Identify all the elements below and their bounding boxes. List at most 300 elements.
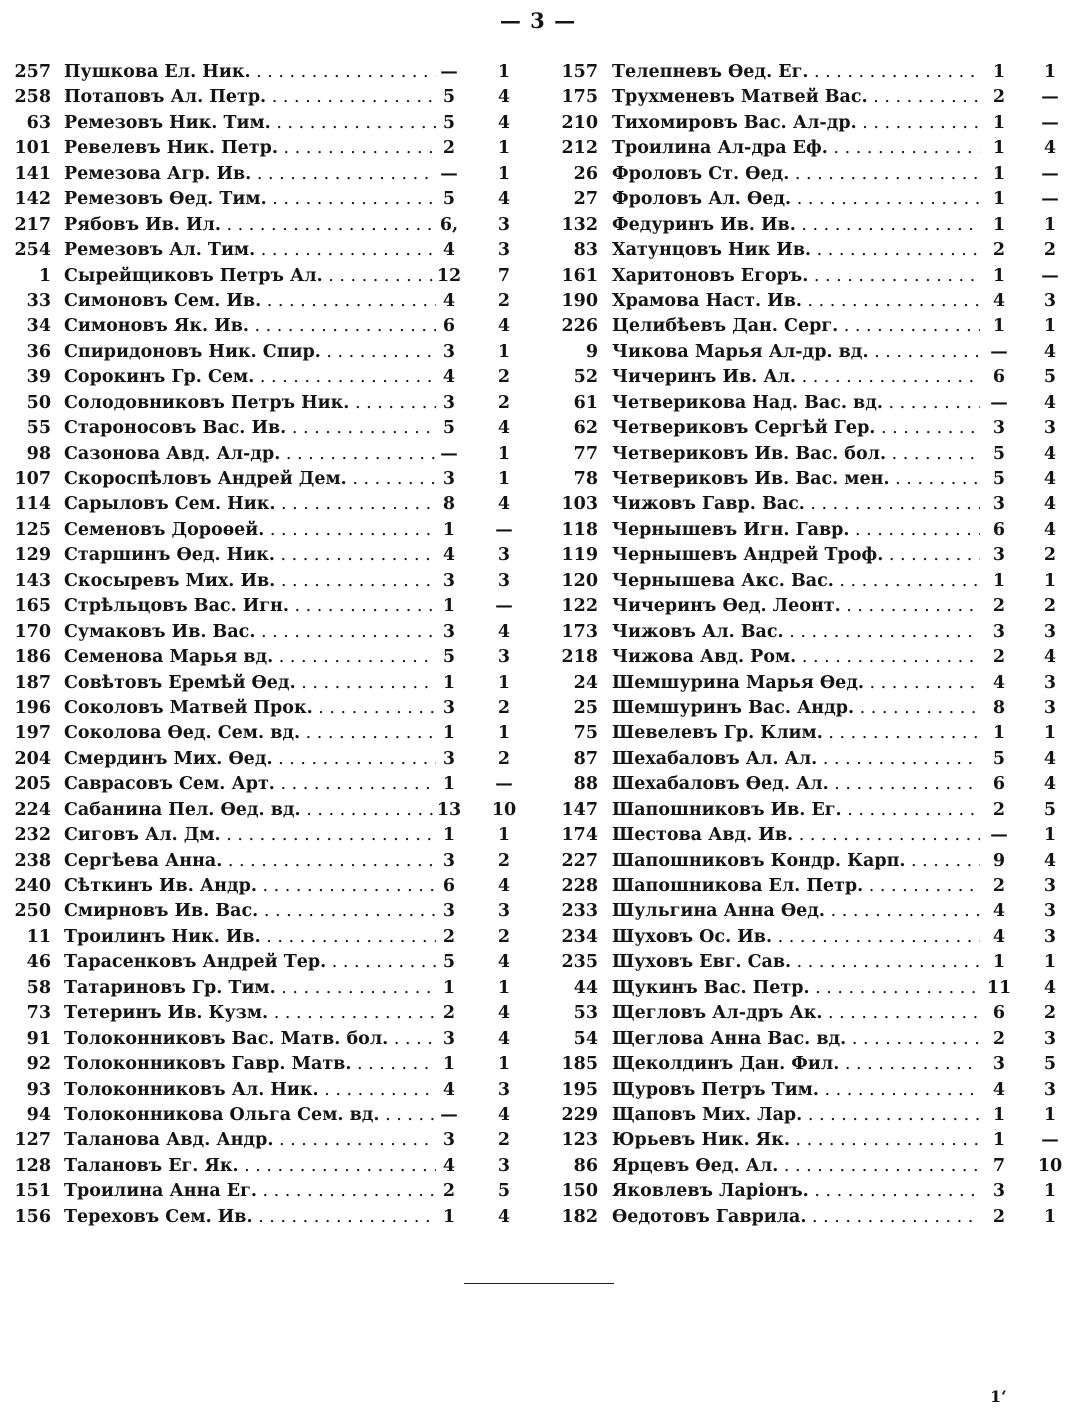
entry-value-second: 4 — [497, 1206, 511, 1227]
entry-value-second: 1 — [497, 138, 511, 159]
entry-name: Скороспѣловъ Андрей Дем. . . . — [64, 467, 436, 492]
entry-value-first: 1 — [992, 62, 1006, 82]
entry-value-second: 2 — [497, 367, 511, 388]
entry-value-first: 2 — [992, 876, 1006, 896]
entry-value-second: 3 — [1043, 926, 1057, 947]
entry-value-second: 3 — [497, 545, 511, 566]
entry-number: 235 — [561, 952, 598, 973]
entry-value-second: 3 — [1043, 901, 1057, 922]
entry-name: Яковлевъ Ларіонъ. . . . — [612, 1179, 980, 1204]
entry-number: 118 — [561, 519, 598, 540]
entry-value-second: 1 — [1043, 570, 1057, 591]
list-row — [4, 1205, 520, 1230]
entry-name: Шуховъ Ос. Ив. . . . — [612, 925, 980, 950]
entry-value-first: 7 — [992, 1155, 1006, 1176]
list-row — [4, 1154, 520, 1179]
entry-name: Сѣткинъ Ив. Андр. . . . — [64, 874, 436, 899]
entry-value-second: — — [495, 774, 513, 795]
entry-name: Потаповъ Ал. Петр. . . . — [64, 85, 436, 110]
list-row — [4, 925, 520, 950]
entry-name: Тереховъ Сем. Ив. . . . — [64, 1205, 436, 1230]
list-row — [4, 569, 520, 594]
entry-name: Шевелевъ Гр. Клим. . . . — [612, 721, 980, 746]
list-row — [552, 416, 1066, 441]
entry-value-second: 2 — [497, 926, 511, 947]
entry-value-first: 13 — [436, 799, 462, 820]
entry-number: 254 — [14, 240, 51, 261]
entry-number: 44 — [573, 977, 598, 998]
entry-value-second: 3 — [1043, 672, 1057, 693]
entry-value-second: 2 — [497, 748, 511, 769]
entry-number: 257 — [14, 62, 51, 82]
entry-number: 186 — [14, 647, 51, 668]
entry-name: Хатунцовъ Ник Ив. . . . — [612, 238, 980, 263]
entry-number: 128 — [14, 1155, 51, 1176]
list-row — [4, 671, 520, 696]
entry-name: Ревелевъ Ник. Петр. . . . — [64, 136, 436, 161]
entry-value-second: 4 — [497, 189, 511, 210]
entry-number: 195 — [561, 1079, 598, 1100]
entry-name: Татариновъ Гр. Тим. . . . — [64, 976, 436, 1001]
entry-name: Смердинъ Мих. Ѳед. . . . — [64, 747, 436, 772]
entry-name: Чернышевъ Игн. Гавр. . . . — [612, 518, 980, 543]
entry-name: Шехабаловъ Ал. Ал. . . . — [612, 747, 980, 772]
entry-name: Трухменевъ Матвей Вас. . . . — [612, 85, 980, 110]
list-row — [552, 442, 1066, 467]
list-row — [552, 543, 1066, 568]
entry-name: Чернышевъ Андрей Троф. . . . — [612, 543, 980, 568]
entry-value-first: 1 — [992, 952, 1006, 973]
entry-value-first: — — [440, 1104, 458, 1125]
entry-value-first: 6, — [439, 214, 459, 235]
entry-name: Семенова Марья вд. . . . — [64, 645, 436, 670]
entry-name: Щеколдинъ Дан. Фил. . . . — [612, 1052, 980, 1077]
entry-name: Харитоновъ Егоръ. . . . — [612, 264, 980, 289]
entry-number: 234 — [561, 926, 598, 947]
entry-name: Шульгина Анна Ѳед. . . . — [612, 899, 980, 924]
entry-number: 120 — [561, 570, 598, 591]
entry-number: 190 — [561, 290, 598, 311]
entry-value-first: 4 — [442, 290, 456, 311]
entry-number: 218 — [561, 647, 598, 668]
entry-name: Сабанина Пел. Ѳед. вд. . . . — [64, 798, 436, 823]
list-row — [4, 136, 520, 161]
entry-value-first: 3 — [442, 1028, 456, 1049]
entry-value-first: 4 — [992, 1079, 1006, 1100]
entry-value-second: 3 — [1043, 621, 1057, 642]
entry-value-second: 4 — [1043, 519, 1057, 540]
list-row — [552, 696, 1066, 721]
entry-value-first: 1 — [442, 672, 456, 693]
list-row — [4, 747, 520, 772]
entry-value-first: 12 — [436, 265, 462, 286]
list-row — [552, 1103, 1066, 1128]
entry-name: Соколова Ѳед. Сем. вд. . . . — [64, 721, 436, 746]
entry-number: 258 — [14, 87, 51, 108]
entry-value-second: 3 — [1043, 290, 1057, 311]
entry-value-second: 1 — [1043, 723, 1057, 744]
list-row — [552, 1179, 1066, 1204]
entry-value-second: — — [1041, 163, 1059, 184]
entry-value-first: 4 — [442, 240, 456, 261]
entry-name: Щаповъ Мих. Лар. . . . — [612, 1103, 980, 1128]
list-row — [4, 1179, 520, 1204]
list-row — [4, 111, 520, 136]
entry-name: Талановъ Ег. Як. . . . — [64, 1154, 436, 1179]
entry-value-second: 2 — [1043, 240, 1057, 261]
entry-number: 125 — [14, 519, 51, 540]
entry-value-second: 3 — [497, 647, 511, 668]
list-row — [552, 1154, 1066, 1179]
list-row — [4, 314, 520, 339]
entry-value-second: 1 — [497, 977, 511, 998]
list-row — [552, 1001, 1066, 1026]
entry-value-first: — — [990, 825, 1008, 846]
entry-value-second: 3 — [1043, 697, 1057, 718]
entry-name: Ремезовъ Ник. Тим. . . . — [64, 111, 436, 136]
list-row — [552, 721, 1066, 746]
entry-number: 161 — [561, 265, 598, 286]
list-row — [552, 289, 1066, 314]
entry-number: 156 — [14, 1206, 51, 1227]
entry-value-second: 4 — [497, 952, 511, 973]
list-row — [552, 518, 1066, 543]
entry-value-first: 2 — [442, 1181, 456, 1202]
entry-number: 1 — [38, 265, 51, 286]
entry-name: Ѳедотовъ Гаврила. . . . — [612, 1205, 980, 1230]
entry-value-first: 6 — [442, 876, 456, 896]
entry-name: Ремезовъ Ѳед. Тим. . . . — [64, 187, 436, 212]
entry-value-second: 2 — [1043, 545, 1057, 566]
entry-name: Юрьевъ Ник. Як. . . . — [612, 1128, 980, 1153]
entry-value-second: 1 — [1043, 1181, 1057, 1202]
entry-value-first: 1 — [992, 138, 1006, 159]
list-row — [4, 798, 520, 823]
list-row — [552, 162, 1066, 187]
list-row — [4, 772, 520, 797]
entry-value-first: — — [440, 163, 458, 184]
entry-name: Троилина Анна Ег. . . . — [64, 1179, 436, 1204]
entry-name: Фроловъ Ст. Ѳед. . . . — [612, 162, 980, 187]
entry-name: Тихомировъ Вас. Ал-др. . . . — [612, 111, 980, 136]
entry-value-first: 1 — [442, 596, 456, 617]
entry-value-second: 3 — [497, 901, 511, 922]
entry-value-first: 1 — [992, 163, 1006, 184]
entry-number: 196 — [14, 697, 51, 718]
list-row — [552, 569, 1066, 594]
entry-value-first: 5 — [992, 443, 1006, 464]
entry-name: Храмова Наст. Ив. . . . — [612, 289, 980, 314]
entry-name: Шестова Авд. Ив. . . . — [612, 823, 980, 848]
entry-number: 174 — [561, 825, 598, 846]
entry-name: Рябовъ Ив. Ил. . . . — [64, 213, 436, 238]
entry-value-second: 4 — [497, 494, 511, 515]
entry-number: 53 — [573, 1003, 598, 1024]
entry-value-second: 2 — [497, 290, 511, 311]
entry-number: 151 — [14, 1181, 51, 1202]
list-row — [552, 314, 1066, 339]
entry-name: Ремезовъ Ал. Тим. . . . — [64, 238, 436, 263]
entry-number: 127 — [14, 1130, 51, 1151]
entry-name: Федуринъ Ив. Ив. . . . — [612, 213, 980, 238]
list-row — [552, 950, 1066, 975]
list-row — [552, 671, 1066, 696]
entry-value-first: 4 — [442, 545, 456, 566]
entry-value-first: 6 — [442, 316, 456, 337]
entry-value-first: 2 — [442, 1003, 456, 1024]
entry-name: Ремезова Агр. Ив. . . . — [64, 162, 436, 187]
entry-value-first: 2 — [992, 87, 1006, 108]
entry-value-second: 1 — [1043, 316, 1057, 337]
list-row — [4, 874, 520, 899]
entry-value-second: 4 — [1043, 443, 1057, 464]
entry-value-first: 4 — [992, 901, 1006, 922]
entry-value-second: 1 — [497, 825, 511, 846]
entry-value-first: 2 — [442, 926, 456, 947]
entry-value-first: 3 — [442, 341, 456, 362]
entry-value-first: 4 — [442, 367, 456, 388]
entry-value-second: 1 — [1043, 62, 1057, 82]
entry-name: Семеновъ Дороѳей. . . . — [64, 518, 436, 543]
list-row — [4, 492, 520, 517]
entry-name: Сергѣева Анна. . . . — [64, 849, 436, 874]
entry-name: Сазонова Авд. Ал-др. . . . — [64, 442, 436, 467]
entry-number: 217 — [14, 214, 51, 235]
list-row — [4, 1027, 520, 1052]
entry-number: 9 — [585, 341, 598, 362]
entry-value-first: 2 — [992, 240, 1006, 261]
list-row — [552, 1027, 1066, 1052]
entry-value-first: 2 — [992, 596, 1006, 617]
entry-value-first: 1 — [992, 570, 1006, 591]
list-row — [552, 213, 1066, 238]
list-row — [552, 187, 1066, 212]
list-row — [4, 849, 520, 874]
list-row — [552, 60, 1066, 85]
entry-number: 173 — [561, 621, 598, 642]
entry-number: 165 — [14, 596, 51, 617]
entry-value-first: 2 — [992, 1206, 1006, 1227]
entry-value-first: 4 — [442, 1079, 456, 1100]
entry-value-first: 3 — [992, 1181, 1006, 1202]
list-row — [4, 518, 520, 543]
entry-value-first: 5 — [442, 952, 456, 973]
entry-number: 226 — [561, 316, 598, 337]
list-row — [552, 1205, 1066, 1230]
entry-value-first: 3 — [442, 1130, 456, 1151]
entry-number: 122 — [561, 596, 598, 617]
entry-value-first: 8 — [442, 494, 456, 515]
entry-value-second: 1 — [1043, 1104, 1057, 1125]
entry-value-first: 4 — [992, 672, 1006, 693]
entry-number: 229 — [561, 1104, 598, 1125]
entry-number: 210 — [561, 112, 598, 133]
left-column — [4, 60, 520, 1230]
entry-value-second: 4 — [497, 316, 511, 337]
entry-value-first: 1 — [442, 1054, 456, 1075]
list-row — [4, 340, 520, 365]
list-row — [552, 899, 1066, 924]
list-row — [4, 238, 520, 263]
list-row — [552, 1078, 1066, 1103]
entry-value-first: 6 — [992, 1003, 1006, 1024]
entry-value-second: 2 — [497, 1130, 511, 1151]
entry-number: 87 — [573, 748, 598, 769]
entry-value-second: 2 — [1043, 596, 1057, 617]
entry-number: 228 — [561, 876, 598, 896]
entry-name: Симоновъ Як. Ив. . . . — [64, 314, 436, 339]
entry-value-second: 3 — [1043, 876, 1057, 896]
entry-number: 142 — [14, 189, 51, 210]
entry-number: 11 — [26, 926, 51, 947]
list-row — [552, 85, 1066, 110]
entry-name: Чичеринъ Ив. Ал. . . . — [612, 365, 980, 390]
entry-value-first: 4 — [442, 1155, 456, 1176]
entry-value-first: 3 — [992, 621, 1006, 642]
list-row — [4, 721, 520, 746]
entry-value-second: 1 — [497, 163, 511, 184]
entry-number: 36 — [26, 341, 51, 362]
entry-name: Шуховъ Евг. Сав. . . . — [612, 950, 980, 975]
entry-name: Четвериковъ Ив. Вас. мен. . . . — [612, 467, 980, 492]
page-number: — 3 — — [499, 8, 577, 33]
entry-value-first: 1 — [992, 214, 1006, 235]
entry-number: 91 — [26, 1028, 51, 1049]
entry-value-first: 4 — [992, 290, 1006, 311]
entry-number: 238 — [14, 850, 51, 871]
entry-number: 197 — [14, 723, 51, 744]
list-row — [4, 823, 520, 848]
entry-value-first: 2 — [992, 1028, 1006, 1049]
entry-value-first: 6 — [992, 774, 1006, 795]
entry-number: 175 — [561, 87, 598, 108]
list-row — [4, 467, 520, 492]
entry-name: Толоконникова Ольга Сем. вд. . . . — [64, 1103, 436, 1128]
entry-name: Сумаковъ Ив. Вас. . . . — [64, 620, 436, 645]
entry-name: Пушкова Ел. Ник. . . . — [64, 60, 436, 85]
entry-name: Телепневъ Ѳед. Ег. . . . — [612, 60, 980, 85]
entry-value-second: 4 — [1043, 494, 1057, 515]
entry-value-second: — — [1041, 112, 1059, 133]
entry-value-first: 5 — [992, 469, 1006, 489]
entry-number: 94 — [26, 1104, 51, 1125]
entry-name: Чикова Марья Ал-др. вд. . . . — [612, 340, 980, 365]
entry-value-first: 1 — [442, 1206, 456, 1227]
list-row — [4, 442, 520, 467]
list-row — [552, 1128, 1066, 1153]
entry-name: Щеглова Анна Вас. вд. . . . — [612, 1027, 980, 1052]
entry-number: 78 — [573, 469, 598, 489]
entry-name: Четверикова Над. Вас. вд. . . . — [612, 391, 980, 416]
entry-name: Саврасовъ Сем. Арт. . . . — [64, 772, 436, 797]
list-row — [4, 60, 520, 85]
entry-value-second: 4 — [1043, 748, 1057, 769]
entry-name: Толоконниковъ Ал. Ник. . . . — [64, 1078, 436, 1103]
list-row — [4, 391, 520, 416]
entry-value-first: 3 — [992, 494, 1006, 515]
entry-number: 123 — [561, 1130, 598, 1151]
entry-name: Шапошниковъ Ив. Ег. . . . — [612, 798, 980, 823]
entry-name: Троилина Ал-дра Еф. . . . — [612, 136, 980, 161]
entry-number: 52 — [573, 367, 598, 388]
entry-value-first: 1 — [992, 316, 1006, 337]
entry-name: Толоконниковъ Гавр. Матв. . . . — [64, 1052, 436, 1077]
entry-value-first: 1 — [992, 189, 1006, 210]
entry-value-second: — — [495, 596, 513, 617]
entry-value-second: 3 — [497, 570, 511, 591]
list-row — [4, 1103, 520, 1128]
entry-value-first: 3 — [442, 570, 456, 591]
entry-number: 83 — [573, 240, 598, 261]
entry-number: 143 — [14, 570, 51, 591]
entry-number: 212 — [561, 138, 598, 159]
entry-name: Тетеринъ Ив. Кузм. . . . — [64, 1001, 436, 1026]
entry-number: 205 — [14, 774, 51, 795]
entry-number: 132 — [561, 214, 598, 235]
entry-number: 103 — [561, 494, 598, 515]
list-row — [552, 136, 1066, 161]
entry-name: Сырейщиковъ Петръ Ал. . . . — [64, 264, 436, 289]
entry-value-first: 3 — [442, 697, 456, 718]
footer-mark: 1ʻ — [990, 1387, 1007, 1406]
entry-value-first: — — [440, 443, 458, 464]
entry-value-second: 1 — [497, 672, 511, 693]
entry-value-first: 1 — [992, 1130, 1006, 1151]
entry-number: 119 — [561, 545, 598, 566]
entry-name: Спиридоновъ Ник. Спир. . . . — [64, 340, 436, 365]
entry-number: 185 — [561, 1054, 598, 1075]
list-row — [552, 849, 1066, 874]
entry-value-second: 4 — [497, 876, 511, 896]
entry-name: Целибѣевъ Дан. Серг. . . . — [612, 314, 980, 339]
entry-name: Старшинъ Ѳед. Ник. . . . — [64, 543, 436, 568]
entry-number: 34 — [26, 316, 51, 337]
entry-value-first: 3 — [442, 621, 456, 642]
entry-name: Щегловъ Ал-дръ Ак. . . . — [612, 1001, 980, 1026]
list-row — [552, 391, 1066, 416]
list-row — [552, 1052, 1066, 1077]
entry-value-second: 4 — [497, 1104, 511, 1125]
entry-number: 25 — [573, 697, 598, 718]
list-row — [4, 543, 520, 568]
entry-value-second: 1 — [497, 723, 511, 744]
entry-name: Сиговъ Ал. Дм. . . . — [64, 823, 436, 848]
entry-value-second: 4 — [1043, 469, 1057, 489]
entry-name: Стрѣльцовъ Вас. Игн. . . . — [64, 594, 436, 619]
entry-number: 250 — [14, 901, 51, 922]
list-row — [4, 416, 520, 441]
list-row — [4, 1078, 520, 1103]
entry-value-second: 3 — [497, 1079, 511, 1100]
entry-number: 150 — [561, 1181, 598, 1202]
entry-name: Симоновъ Сем. Ив. . . . — [64, 289, 436, 314]
entry-number: 147 — [561, 799, 598, 820]
entry-value-first: 3 — [992, 418, 1006, 439]
list-row — [552, 620, 1066, 645]
entry-value-second: 7 — [497, 265, 511, 286]
entry-value-second: 1 — [1043, 825, 1057, 846]
entry-value-second: 2 — [497, 392, 511, 413]
entry-number: 54 — [573, 1028, 598, 1049]
entry-name: Четвериковъ Сергѣй Гер. . . . — [612, 416, 980, 441]
entry-value-second: 1 — [1043, 214, 1057, 235]
entry-value-second: 5 — [497, 1181, 511, 1202]
entry-value-first: 6 — [992, 519, 1006, 540]
entry-value-second: 1 — [497, 443, 511, 464]
entry-name: Сорокинъ Гр. Сем. . . . — [64, 365, 436, 390]
entry-value-second: — — [495, 519, 513, 540]
entry-value-first: 1 — [442, 723, 456, 744]
